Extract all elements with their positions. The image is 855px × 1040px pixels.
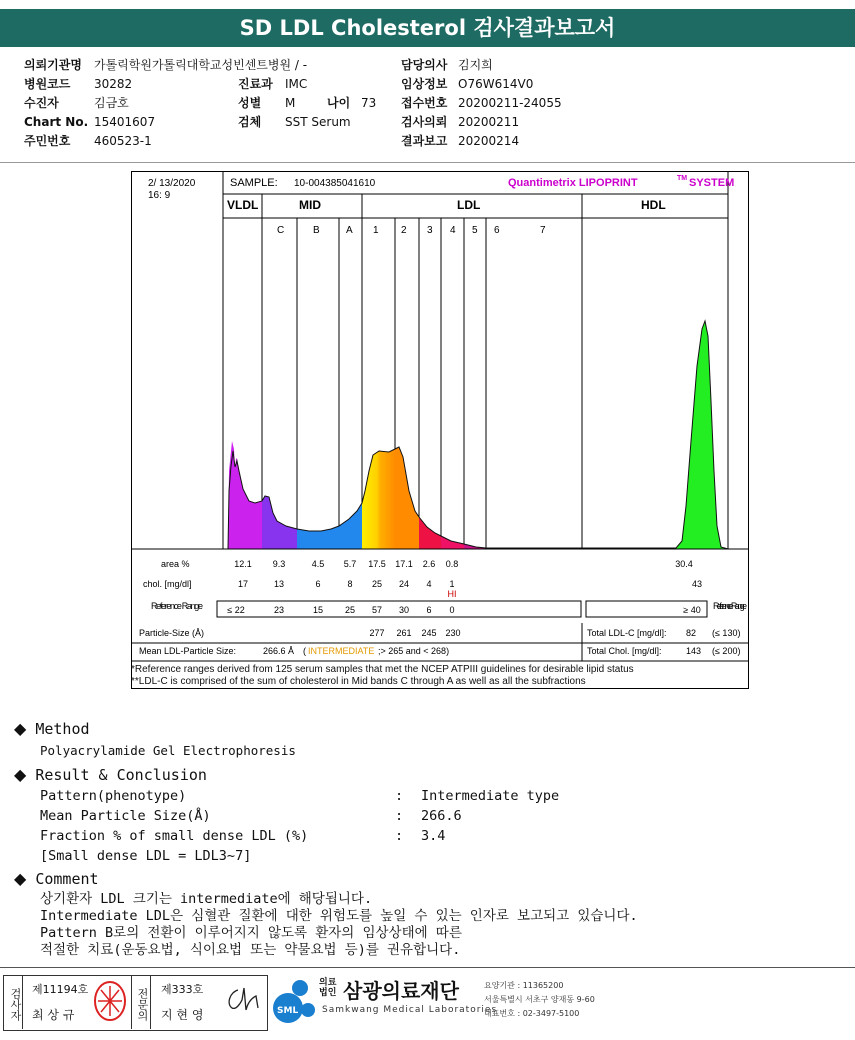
comment-heading: Comment xyxy=(35,870,99,888)
total-chol-value: 143 xyxy=(686,646,702,656)
band-4: 4 xyxy=(450,225,456,236)
psize-2: 261 xyxy=(396,628,412,638)
result-heading-row xyxy=(14,765,207,784)
area-2: 17.1 xyxy=(395,559,413,569)
row-label-mean: Mean LDL-Particle Size: xyxy=(139,646,237,656)
result-colon-2: : xyxy=(395,808,404,824)
mean-range: ;> 265 and < 268) xyxy=(378,646,450,656)
resident-no-label: 주민번호 xyxy=(24,134,71,148)
specialist-name: 지 현 영 xyxy=(161,1008,204,1022)
ref-2: 30 xyxy=(398,605,410,615)
area-4: 0.8 xyxy=(445,559,459,569)
row-label-area: area % xyxy=(161,559,190,569)
mean-value: 266.6 Å xyxy=(263,646,295,656)
receipt-value: 20200211-24055 xyxy=(458,96,562,110)
hospital-code-value: 30282 xyxy=(94,77,133,91)
ref-hdl: ≥ 40 xyxy=(683,605,701,615)
band-a: A xyxy=(346,225,353,236)
brand-suffix: SYSTEM xyxy=(689,177,735,189)
area-b: 4.5 xyxy=(311,559,325,569)
institution-value: 가톨릭학원가톨릭대학교성빈센트병원 / - xyxy=(94,58,308,72)
total-ldl-ref: (≤ 130) xyxy=(712,628,741,638)
note-2: **LDL-C is comprised of the sum of cholesterol in Mid bands C through A as well as all the subfractions xyxy=(131,676,586,687)
specimen-label: 검체 xyxy=(238,115,262,129)
row-label-chol: chol. [mg/dl] xyxy=(143,579,192,589)
lipoprint-chart xyxy=(131,171,749,689)
ref-vldl: ≤ 22 xyxy=(227,605,245,615)
band-3: 3 xyxy=(427,225,433,236)
chol-4: 1 xyxy=(449,579,455,589)
result-label-2: Mean Particle Size(Å) xyxy=(40,808,211,824)
band-c: C xyxy=(277,225,285,236)
row-label-ref-right: Reference Range xyxy=(713,601,747,611)
divider xyxy=(0,162,855,163)
org-en: Samkwang Medical Laboratories xyxy=(322,1005,498,1015)
comment-heading-row xyxy=(14,869,99,888)
chol-1: 25 xyxy=(371,579,383,589)
chol-2: 24 xyxy=(398,579,410,589)
psize-1: 277 xyxy=(369,628,385,638)
band-b: B xyxy=(313,225,320,236)
receipt-label: 접수번호 xyxy=(401,96,448,110)
total-ldl-label: Total LDL-C [mg/dl]: xyxy=(587,628,667,638)
resident-no-value: 460523-1 xyxy=(94,134,152,148)
hospital-code-label: 병원코드 xyxy=(24,77,71,91)
sml-logo-icon xyxy=(272,978,318,1026)
band-1: 1 xyxy=(373,225,379,236)
note-1: *Reference ranges derived from 125 serum samples that met the NCEP ATPIII guidelines for desirable lipid status xyxy=(131,664,634,675)
area-a: 5.7 xyxy=(343,559,357,569)
examinee-value: 김금호 xyxy=(94,96,129,110)
comment-line-1: 상기환자 LDL 크기는 intermediate에 해당됩니다. xyxy=(40,891,373,907)
clinical-value: O76W614V0 xyxy=(458,77,534,91)
diamond-bullet-icon: ◆ xyxy=(14,765,27,784)
request-value: 20200211 xyxy=(458,115,520,129)
result-label-1: Pattern(phenotype) xyxy=(40,788,187,804)
result-colon-1: : xyxy=(395,788,404,804)
diamond-bullet-icon: ◆ xyxy=(14,719,27,738)
sex-value: M xyxy=(285,96,296,110)
psize-3: 245 xyxy=(421,628,437,638)
chart-date: 2/ 13/2020 xyxy=(148,178,196,189)
total-chol-label: Total Chol. [mg/dl]: xyxy=(587,646,662,656)
chol-a: 8 xyxy=(347,579,353,589)
age-value: 73 xyxy=(361,96,377,110)
dept-label: 진료과 xyxy=(238,77,273,91)
chart-no-label: Chart No. xyxy=(24,115,89,129)
row-label-ref: Reference Range xyxy=(151,601,203,611)
chol-hdl: 43 xyxy=(691,579,703,589)
chol-vldl: 17 xyxy=(237,579,249,589)
institution-label: 의뢰기관명 xyxy=(24,58,82,72)
mean-open-paren: ( xyxy=(303,646,306,656)
group-vldl: VLDL xyxy=(227,198,259,212)
band-2: 2 xyxy=(401,225,407,236)
chart-time: 16: 9 xyxy=(148,190,171,201)
chol-3: 4 xyxy=(426,579,432,589)
org-code: 요양기관 : 11365200 xyxy=(484,981,564,990)
band-6: 6 xyxy=(494,225,500,236)
result-value-1: Intermediate type xyxy=(421,788,560,804)
band-7: 7 xyxy=(540,225,546,236)
band-5: 5 xyxy=(472,225,478,236)
sex-label: 성별 xyxy=(238,96,262,110)
ref-b: 15 xyxy=(312,605,324,615)
area-vldl: 12.1 xyxy=(234,559,252,569)
examiner-name: 최 상 규 xyxy=(32,1008,75,1022)
doctor-label: 담당의사 xyxy=(401,58,448,72)
org-address: 서울특별시 서초구 양재동 9-60 xyxy=(484,995,595,1004)
doctor-value: 김지희 xyxy=(458,58,493,72)
ref-c: 23 xyxy=(273,605,285,615)
result-heading: Result & Conclusion xyxy=(35,766,207,784)
row-label-psize: Particle-Size (Å) xyxy=(139,628,205,638)
examiner-no: 제11194호 xyxy=(32,983,89,996)
specialist-label: 전문의 xyxy=(131,975,151,1029)
area-hdl: 30.4 xyxy=(675,559,693,569)
chol-b: 6 xyxy=(315,579,321,589)
specialist-no: 제333호 xyxy=(161,983,204,996)
chart-border xyxy=(132,172,749,689)
method-heading: Method xyxy=(35,720,90,738)
brand-name: Quantimetrix LIPOPRINT xyxy=(508,177,638,189)
signature-icon xyxy=(222,982,262,1016)
ref-3: 6 xyxy=(426,605,432,615)
group-mid: MID xyxy=(299,198,321,212)
report-value: 20200214 xyxy=(458,134,520,148)
comment-line-3: Pattern B로의 전환이 이루어지지 않도록 환자의 임상상태에 따른 xyxy=(40,925,462,941)
org-tag: 의료법인 xyxy=(319,978,337,998)
sample-label: SAMPLE: xyxy=(230,177,278,189)
info-col-3 xyxy=(401,56,562,151)
comment-line-4: 적절한 치료(운동요법, 식이요법 또는 약물요법 등)를 권유합니다. xyxy=(40,942,461,958)
result-value-2: 266.6 xyxy=(421,808,462,824)
org-tel: 대표번호 : 02-3497-5100 xyxy=(484,1009,580,1018)
age-label: 나이 xyxy=(327,96,351,110)
area-c: 9.3 xyxy=(272,559,286,569)
total-chol-ref: (≤ 200) xyxy=(712,646,741,656)
area-1: 17.5 xyxy=(368,559,386,569)
sample-value: 10-004385041610 xyxy=(294,178,376,189)
result-label-3: Fraction % of small dense LDL (%) xyxy=(40,828,309,844)
ref-4: 0 xyxy=(449,605,455,615)
specimen-value: SST Serum xyxy=(285,115,351,129)
comment-line-2: Intermediate LDL은 심혈관 질환에 대한 위험도를 높일 수 있는 인자로 보고되고 있습니다. xyxy=(40,908,638,924)
dept-value: IMC xyxy=(285,77,308,91)
method-heading-row xyxy=(14,719,90,738)
info-col-2 xyxy=(238,75,376,132)
ref-1: 57 xyxy=(371,605,383,615)
examiner-seal-icon xyxy=(93,980,127,1022)
psize-4: 230 xyxy=(445,628,461,638)
ref-a: 25 xyxy=(344,605,356,615)
clinical-label: 임상정보 xyxy=(401,77,448,91)
chart-no-value: 15401607 xyxy=(94,115,156,129)
request-label: 검사의뢰 xyxy=(401,115,448,129)
sml-logo-text: SML xyxy=(277,1006,299,1016)
examiner-label: 검사자 xyxy=(3,975,23,1029)
result-footnote: [Small dense LDL = LDL3~7] xyxy=(40,848,252,864)
group-hdl: HDL xyxy=(641,198,666,212)
report-title: SD LDL Cholesterol 검사결과보고서 xyxy=(0,9,855,47)
area-3: 2.6 xyxy=(422,559,436,569)
group-ldl: LDL xyxy=(457,198,481,212)
result-colon-3: : xyxy=(395,828,404,844)
diamond-bullet-icon: ◆ xyxy=(14,869,27,888)
examinee-label: 수진자 xyxy=(24,96,59,110)
hi-flag: HI xyxy=(447,589,457,599)
mean-type: INTERMEDIATE xyxy=(308,646,375,656)
footer xyxy=(0,968,855,1040)
chol-c: 13 xyxy=(273,579,285,589)
result-value-3: 3.4 xyxy=(421,828,446,844)
report-label: 결과보고 xyxy=(401,134,448,148)
org-name: 삼광의료재단 xyxy=(343,979,459,1003)
method-text: Polyacrylamide Gel Electrophoresis xyxy=(40,743,296,758)
brand-tm: TM xyxy=(677,175,688,182)
total-ldl-value: 82 xyxy=(686,628,697,638)
